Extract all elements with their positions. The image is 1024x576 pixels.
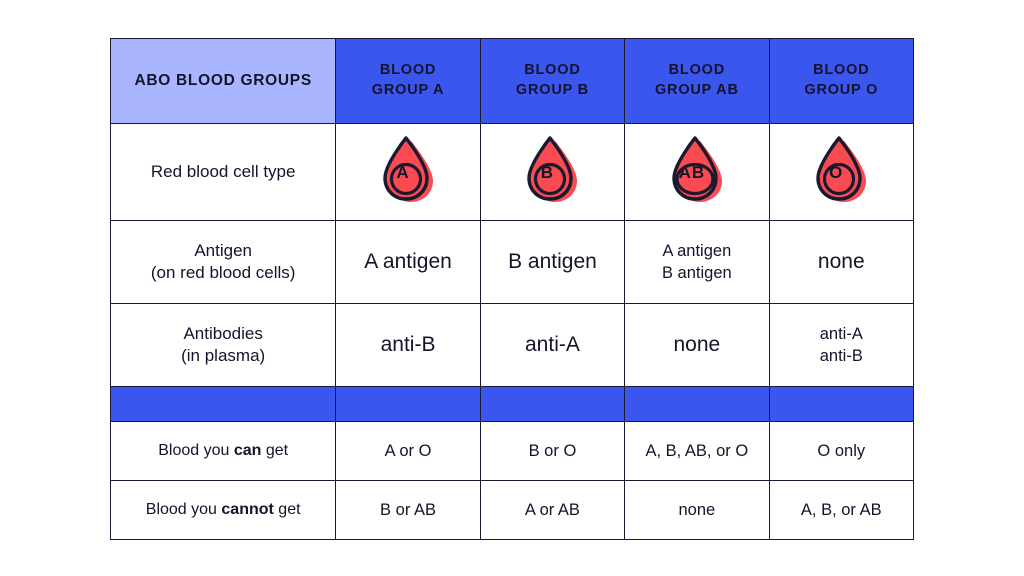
- header-group-b-line1: BLOOD: [524, 62, 581, 79]
- cell-cannot-get-a: [336, 481, 480, 540]
- cell-antibodies-b: [480, 304, 624, 387]
- cell-line1: B or AB: [380, 500, 436, 519]
- blood-drop-label: AB: [678, 162, 706, 182]
- header-group-o-line2: GROUP O: [804, 82, 879, 98]
- cell-line2: B antigen: [661, 264, 732, 282]
- header-group-ab-line1: BLOOD: [668, 62, 726, 79]
- cell-line1: none: [817, 249, 865, 273]
- cell-line1: anti-A: [525, 332, 580, 356]
- blood-drop-label: A: [396, 162, 410, 182]
- table-row: [111, 304, 914, 387]
- header-corner-label: ABO BLOOD GROUPS: [111, 39, 336, 124]
- cell-antigen-b: [480, 221, 624, 304]
- blood-drop-icon: [519, 133, 585, 207]
- divider-cell: [769, 387, 913, 422]
- header-group-b-line2: GROUP B: [515, 82, 589, 98]
- row-label-line1: Antibodies: [183, 323, 263, 343]
- row-label-emphasis: can: [233, 441, 262, 459]
- cell-cannot-get-o: [769, 481, 913, 540]
- divider-cell: [336, 387, 480, 422]
- header-group-b: [480, 39, 624, 124]
- table-row: [111, 481, 914, 540]
- cell-line1: none: [678, 500, 716, 519]
- blood-drop-label: B: [540, 162, 555, 182]
- divider-cell: [625, 387, 769, 422]
- row-label-antigen: [111, 221, 336, 304]
- divider-cell: [480, 387, 624, 422]
- row-label-blood-you-can-get: [111, 422, 336, 481]
- section-divider-row: [111, 387, 914, 422]
- row-label-suffix: get: [273, 500, 301, 518]
- row-label-line1: Red blood cell type: [150, 161, 296, 181]
- blood-drop-label: O: [829, 162, 844, 182]
- cell-cannot-get-ab: [625, 481, 769, 540]
- cell-line1: O only: [817, 441, 866, 460]
- table-row: [111, 422, 914, 481]
- abo-blood-groups-table: [110, 38, 914, 540]
- cell-line1: none: [673, 332, 721, 356]
- cell-line1: A antigen: [662, 241, 732, 260]
- header-group-a: [336, 39, 480, 124]
- cell-cannot-get-b: [480, 481, 624, 540]
- cell-rbc-type-b: [480, 124, 624, 221]
- cell-antigen-o: [769, 221, 913, 304]
- cell-line1: anti-A: [819, 324, 863, 343]
- header-group-o: [769, 39, 913, 124]
- cell-line1: B antigen: [508, 249, 597, 273]
- row-label-prefix: Blood you: [145, 500, 222, 518]
- divider-cell: [111, 387, 336, 422]
- header-group-ab-line2: GROUP AB: [654, 82, 739, 98]
- row-label-line1: Antigen: [194, 240, 252, 260]
- header-group-ab: [625, 39, 769, 124]
- cell-line1: A or AB: [524, 500, 580, 519]
- blood-drop-icon: [808, 133, 874, 207]
- blood-drop-icon: [664, 133, 730, 207]
- cell-line1: A antigen: [364, 249, 452, 273]
- cell-antibodies-a: [336, 304, 480, 387]
- cell-antibodies-o: [769, 304, 913, 387]
- cell-rbc-type-a: [336, 124, 480, 221]
- row-label-blood-you-cannot-get: [111, 481, 336, 540]
- cell-line1: B or O: [528, 441, 577, 460]
- row-label-emphasis: cannot: [221, 500, 274, 518]
- cell-can-get-o: [769, 422, 913, 481]
- row-label-prefix: Blood you: [158, 441, 234, 459]
- cell-antibodies-ab: [625, 304, 769, 387]
- cell-line2: anti-B: [819, 347, 863, 365]
- cell-can-get-b: [480, 422, 624, 481]
- cell-antigen-a: [336, 221, 480, 304]
- cell-line1: A or O: [384, 441, 432, 460]
- cell-can-get-ab: [625, 422, 769, 481]
- row-label-suffix: get: [261, 441, 289, 459]
- cell-rbc-type-o: [769, 124, 913, 221]
- row-label-line2: (in plasma): [181, 346, 266, 365]
- table-row: [111, 221, 914, 304]
- blood-drop-icon: [375, 133, 441, 207]
- cell-rbc-type-ab: [625, 124, 769, 221]
- row-label-antibodies: [111, 304, 336, 387]
- cell-antigen-ab: [625, 221, 769, 304]
- header-group-o-line1: BLOOD: [813, 62, 870, 79]
- cell-line1: anti-B: [380, 332, 436, 356]
- table-row: [111, 124, 914, 221]
- cell-line1: A, B, or AB: [800, 500, 882, 519]
- cell-can-get-a: [336, 422, 480, 481]
- header-group-a-line1: BLOOD: [379, 62, 437, 79]
- cell-line1: A, B, AB, or O: [645, 441, 749, 460]
- row-label-line2: (on red blood cells): [150, 263, 296, 282]
- header-group-a-line2: GROUP A: [371, 82, 445, 98]
- row-label-red-blood-cell-type: [111, 124, 336, 221]
- table-header-row: [111, 39, 914, 124]
